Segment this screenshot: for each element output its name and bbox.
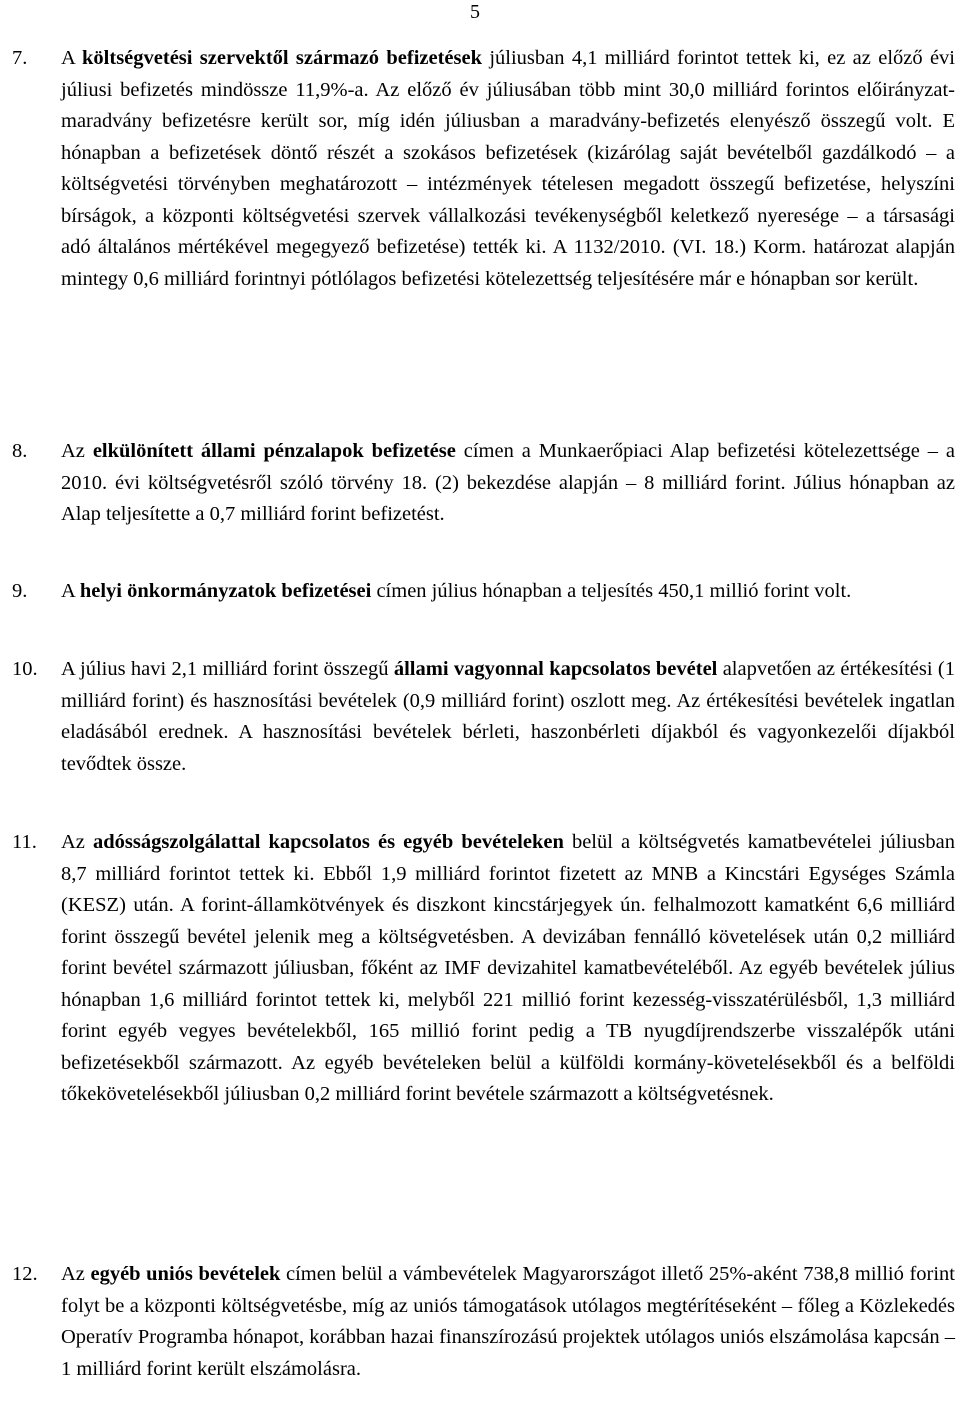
text-segment: A július havi 2,1 milliárd forint összegű	[61, 658, 394, 680]
text-segment: címen belül a vámbevételek Magyarországot illető 25%-aként 738,8 millió forint folyt be a központi költségvetésbe, míg az uniós támogatások utólagos megtérítéseként – főleg a Közlekedés Operatív Programba hónapot, korábban hazai finanszírozású projektek utólagos uniós elszámolása kapcsán – 1 milliárd forint került elszámolásra.	[61, 1263, 955, 1380]
paragraph-number: 10.	[12, 658, 38, 680]
paragraph-number: 8.	[12, 440, 28, 462]
paragraph-number: 11.	[12, 831, 37, 853]
text-segment: címen a Munkaerőpiaci Alap befizetési kötelezettsége – a 2010. évi költségvetésről szóló törvény 18. (2) bekezdése alapján – 8 milliárd forint. Július hónapban az Alap teljesítette a 0,7 milliárd forint befizetést.	[61, 440, 956, 525]
text-segment: júliusban 4,1 milliárd forintot tettek ki, ez az előző évi júliusi befizetés mindössze 11,9%-a. Az előző év júliusában több mint 30,0 milliárd forintos előirányzat-maradvány befizetésre került sor, míg idén júliusban a maradvány-befizetés elenyésző összegű volt. E hónapban a befizetések döntő részét a szokásos befizetések (kizárólag saját bevételből gazdálkodó – a költségvetési törvényben meghatározott – intézmények tételesen megadott összegű befizetése, helyszíni bírságok, a központi költségvetési szervek vállalkozási tevékenységből keletkező nyeresége – a társasági adó általános mértékével megegyező befizetése) tették ki. A 1132/2010. (VI. 18.) Korm. határozat alapján mintegy 0,6 milliárd forintnyi pótlólagos befizetési kötelezettség teljesítésére már e hónapban sor került.	[61, 47, 955, 290]
text-segment: alapvetően az értékesítési (1 milliárd forint) és hasznosítási bevételek (0,9 milliárd forint) oszlott meg. Az értékesítési bevételek ingatlan eladásából erednek. A hasznosítási bevételek bérleti, haszonbérleti díjakból és vagyonkezelői díjakból tevődtek össze.	[61, 658, 955, 775]
text-segment: belül a költségvetés kamatbevételei júliusban 8,7 milliárd forintot tettek ki. Ebből 1,9 milliárd forintot fizetett az MNB a Kincstári Egységes Számla (KESZ) után. A forint-államkötvények és diszkont kincstárjegyek ún. felhalmozott kamatként 6,6 milliárd forint összegű bevétel jelenik meg a költségvetésben. A devizában fennálló követelések után 0,2 milliárd forint bevétel származott júliusban, főként az IMF devizahitel kamatbevételéből. Az egyéb bevételek július hónapban 1,6 milliárd forintot tettek ki, melyből 221 millió forint kezesség-visszatérülésből, 1,3 milliárd forint egyéb vegyes bevételekből, 165 millió forint pedig a TB nyugdíjrendszerbe visszalépők utáni befizetésekből származott. Az egyéb bevételeken belül a külföldi kormány-követelésekből és a belföldi tőkekövetelésekből júliusban 0,2 milliárd forint bevétele származott a költségvetésnek.	[61, 831, 956, 1105]
bold-term: állami vagyonnal kapcsolatos bevétel	[393, 658, 718, 680]
paragraph-12	[0, 1259, 960, 1385]
text-segment: A	[61, 47, 83, 69]
paragraph-text	[61, 1259, 955, 1385]
text-segment: A	[61, 580, 80, 602]
text-segment: Az	[61, 831, 94, 853]
bold-term: költségvetési szervektől származó befizetések	[82, 47, 482, 69]
paragraph-number: 9.	[12, 580, 28, 602]
paragraph-text	[61, 436, 955, 531]
paragraph-10	[0, 654, 960, 780]
text-segment: Az	[61, 440, 93, 462]
bold-term: egyéb uniós bevételek	[90, 1263, 281, 1285]
paragraph-text	[61, 576, 955, 608]
paragraph-11	[0, 827, 960, 1111]
bold-term: adósságszolgálattal kapcsolatos és egyéb bevételeken	[93, 831, 564, 853]
text-segment: címen július hónapban a teljesítés 450,1 millió forint volt.	[371, 580, 852, 602]
paragraph-9	[0, 576, 960, 608]
bold-term: elkülönített állami pénzalapok befizetése	[92, 440, 456, 462]
paragraph-text	[61, 43, 955, 295]
paragraph-text	[61, 827, 955, 1111]
page-number: 5	[470, 1, 480, 23]
paragraph-text	[61, 654, 955, 780]
paragraph-number: 12.	[12, 1263, 38, 1285]
bold-term: helyi önkormányzatok befizetései	[79, 580, 372, 602]
text-segment: Az	[61, 1263, 91, 1285]
paragraph-number: 7.	[12, 47, 28, 69]
paragraph-8	[0, 436, 960, 531]
paragraph-7	[0, 43, 960, 295]
